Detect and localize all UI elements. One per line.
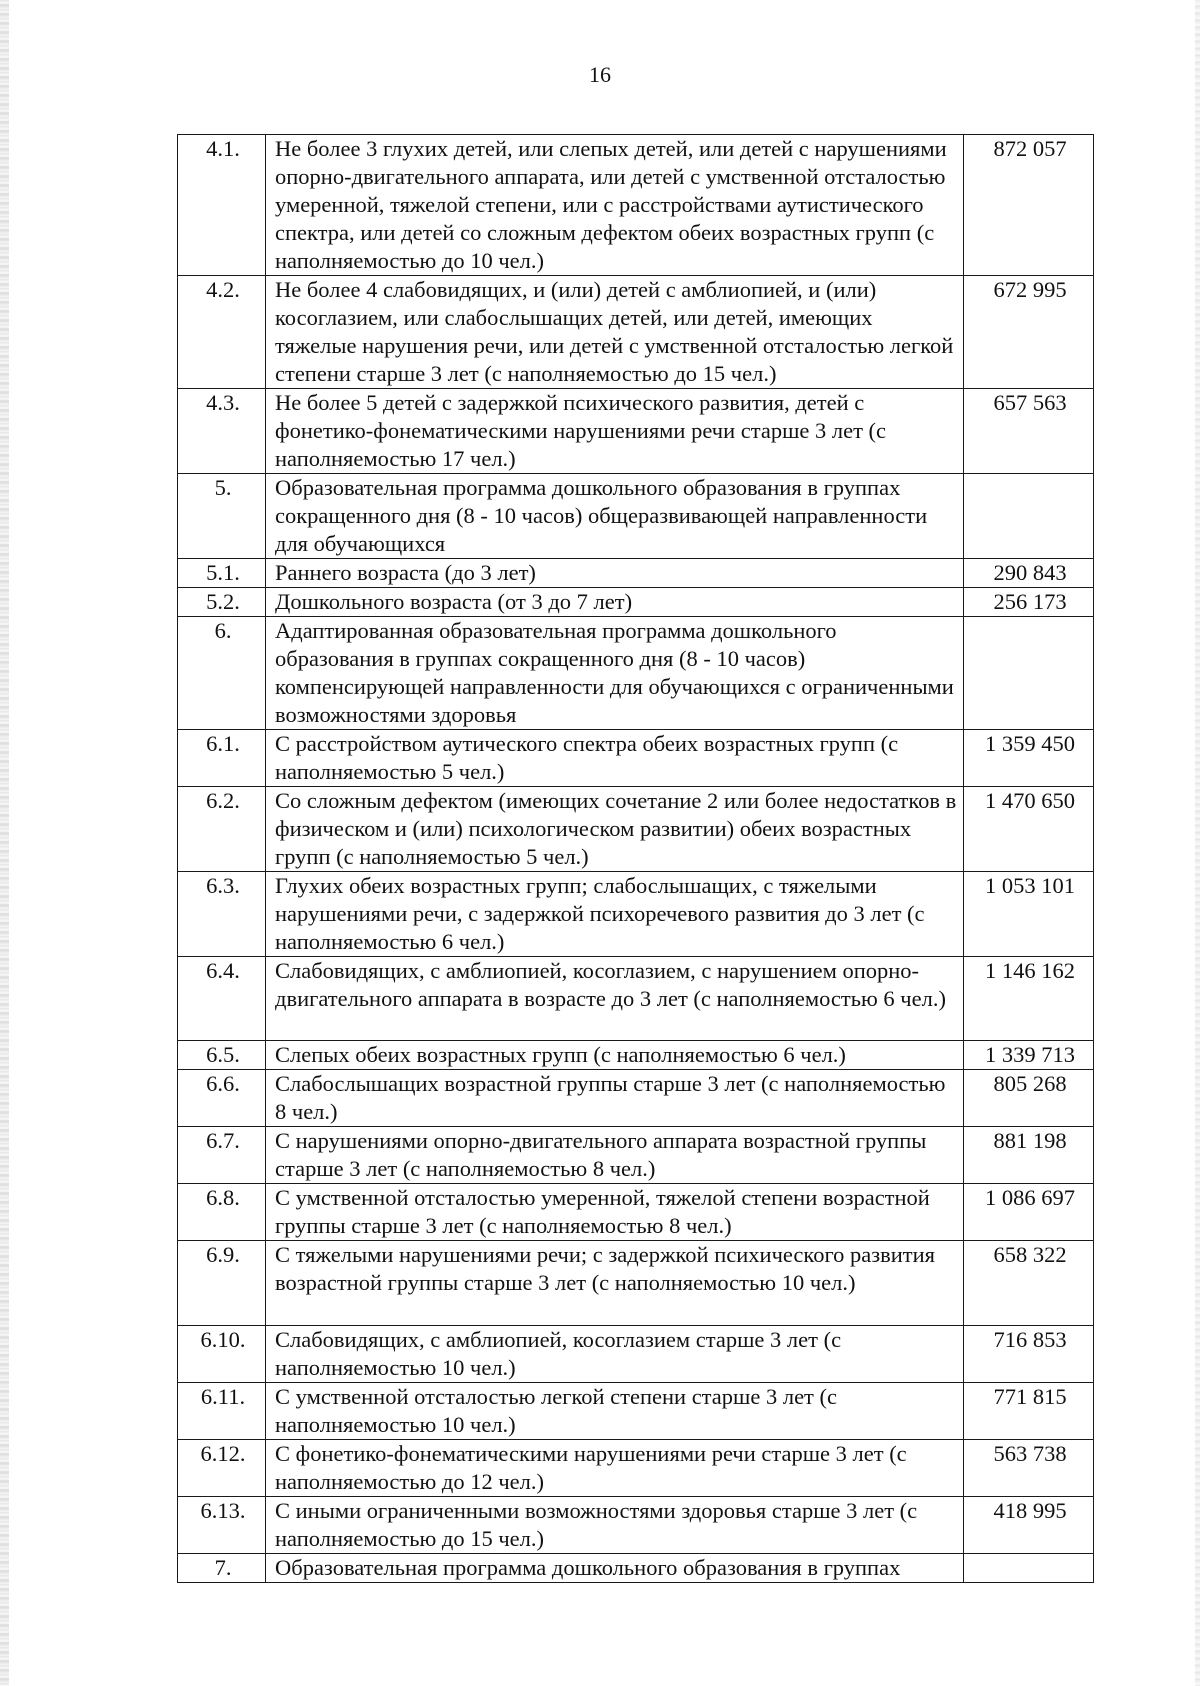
row-description: С нарушениями опорно-двигательного аппарата возрастной группы старше 3 лет (с наполняемостью 8 чел.) [266, 1127, 964, 1184]
row-number: 6.13. [178, 1497, 266, 1554]
row-value [964, 1554, 1094, 1583]
table-row [178, 787, 1094, 872]
row-number: 6.2. [178, 787, 266, 872]
row-description: Слабовидящих, с амблиопией, косоглазием старше 3 лет (с наполняемостью 10 чел.) [266, 1326, 964, 1383]
row-value: 290 843 [964, 559, 1094, 588]
row-description: Не более 3 глухих детей, или слепых детей, или детей с нарушениями опорно-двигательного аппарата, или детей с умственной отсталостью умеренной, тяжелой степени, или с расстройствами аутистического спектра, или детей со сложным дефектом обеих возрастных групп (с наполняемостью до 10 чел.) [266, 135, 964, 276]
tariff-table [177, 134, 1094, 1583]
row-description: Глухих обеих возрастных групп; слабослышащих, с тяжелыми нарушениями речи, с задержкой психоречевого развития до 3 лет (с наполняемостью 6 чел.) [266, 872, 964, 957]
table-row [178, 730, 1094, 787]
row-number: 6.5. [178, 1041, 266, 1070]
row-value: 1 146 162 [964, 957, 1094, 1041]
table-row [178, 135, 1094, 276]
table-body [178, 135, 1094, 1583]
row-description: Раннего возраста (до 3 лет) [266, 559, 964, 588]
row-number: 6.6. [178, 1070, 266, 1127]
row-value: 1 470 650 [964, 787, 1094, 872]
row-description: Слабослышащих возрастной группы старше 3 лет (с наполняемостью 8 чел.) [266, 1070, 964, 1127]
row-description: Со сложным дефектом (имеющих сочетание 2 или более недостатков в физическом и (или) психологическом развитии) обеих возрастных групп (с наполняемостью 5 чел.) [266, 787, 964, 872]
row-value: 771 815 [964, 1383, 1094, 1440]
row-number: 6.3. [178, 872, 266, 957]
row-description: С тяжелыми нарушениями речи; с задержкой психического развития возрастной группы старше 3 лет (с наполняемостью 10 чел.) [266, 1241, 964, 1326]
row-number: 4.2. [178, 276, 266, 389]
table-row [178, 559, 1094, 588]
table-row [178, 474, 1094, 559]
table-row [178, 957, 1094, 1041]
table-row [178, 1497, 1094, 1554]
row-value: 418 995 [964, 1497, 1094, 1554]
row-number: 6.11. [178, 1383, 266, 1440]
row-description: С умственной отсталостью легкой степени старше 3 лет (с наполняемостью 10 чел.) [266, 1383, 964, 1440]
row-number: 5.2. [178, 588, 266, 617]
row-value: 563 738 [964, 1440, 1094, 1497]
row-value: 658 322 [964, 1241, 1094, 1326]
row-value [964, 474, 1094, 559]
row-description: Слепых обеих возрастных групп (с наполняемостью 6 чел.) [266, 1041, 964, 1070]
row-value: 1 086 697 [964, 1184, 1094, 1241]
row-description: Не более 4 слабовидящих, и (или) детей с амблиопией, и (или) косоглазием, или слабослышащих детей, или детей, имеющих тяжелые нарушения речи, или детей с умственной отсталостью легкой степени старше 3 лет (с наполняемостью до 15 чел.) [266, 276, 964, 389]
row-number: 4.1. [178, 135, 266, 276]
table-row [178, 588, 1094, 617]
row-value: 881 198 [964, 1127, 1094, 1184]
row-value: 1 359 450 [964, 730, 1094, 787]
row-number: 6. [178, 617, 266, 730]
row-number: 4.3. [178, 389, 266, 474]
row-number: 5.1. [178, 559, 266, 588]
row-description: Слабовидящих, с амблиопией, косоглазием, с нарушением опорно-двигательного аппарата в возрасте до 3 лет (с наполняемостью 6 чел.) [266, 957, 964, 1041]
row-number: 6.7. [178, 1127, 266, 1184]
row-number: 5. [178, 474, 266, 559]
table-row [178, 1184, 1094, 1241]
table-row [178, 276, 1094, 389]
row-value: 256 173 [964, 588, 1094, 617]
row-description: Адаптированная образовательная программа дошкольного образования в группах сокращенного дня (8 - 10 часов) компенсирующей направленности для обучающихся с ограниченными возможностями здоровья [266, 617, 964, 730]
table-row [178, 1241, 1094, 1326]
table-row [178, 1554, 1094, 1583]
table-row [178, 872, 1094, 957]
table-row [178, 1070, 1094, 1127]
row-value: 716 853 [964, 1326, 1094, 1383]
row-value [964, 617, 1094, 730]
table-row [178, 1440, 1094, 1497]
scan-edge-right [1195, 0, 1200, 1686]
scan-edge-left [0, 0, 9, 1686]
row-number: 6.4. [178, 957, 266, 1041]
table-row [178, 1127, 1094, 1184]
row-description: С иными ограниченными возможностями здоровья старше 3 лет (с наполняемостью до 15 чел.) [266, 1497, 964, 1554]
row-description: С умственной отсталостью умеренной, тяжелой степени возрастной группы старше 3 лет (с наполняемостью 8 чел.) [266, 1184, 964, 1241]
row-description: С расстройством аутического спектра обеих возрастных групп (с наполняемостью 5 чел.) [266, 730, 964, 787]
page-number: 16 [589, 62, 611, 87]
row-description: Не более 5 детей с задержкой психического развития, детей с фонетико-фонематическими нарушениями речи старше 3 лет (с наполняемостью 17 чел.) [266, 389, 964, 474]
row-value: 1 053 101 [964, 872, 1094, 957]
row-number: 6.8. [178, 1184, 266, 1241]
row-value: 672 995 [964, 276, 1094, 389]
table-row [178, 389, 1094, 474]
table-row [178, 1383, 1094, 1440]
row-description: Дошкольного возраста (от 3 до 7 лет) [266, 588, 964, 617]
row-number: 6.12. [178, 1440, 266, 1497]
table-row [178, 617, 1094, 730]
row-number: 7. [178, 1554, 266, 1583]
row-number: 6.10. [178, 1326, 266, 1383]
row-number: 6.1. [178, 730, 266, 787]
row-description: Образовательная программа дошкольного образования в группах сокращенного дня (8 - 10 часов) общеразвивающей направленности для обучающихся [266, 474, 964, 559]
row-description: С фонетико-фонематическими нарушениями речи старше 3 лет (с наполняемостью до 12 чел.) [266, 1440, 964, 1497]
table-row [178, 1326, 1094, 1383]
row-value: 805 268 [964, 1070, 1094, 1127]
table-row [178, 1041, 1094, 1070]
row-value: 872 057 [964, 135, 1094, 276]
row-number: 6.9. [178, 1241, 266, 1326]
row-value: 657 563 [964, 389, 1094, 474]
row-value: 1 339 713 [964, 1041, 1094, 1070]
row-description: Образовательная программа дошкольного образования в группах [266, 1554, 964, 1583]
